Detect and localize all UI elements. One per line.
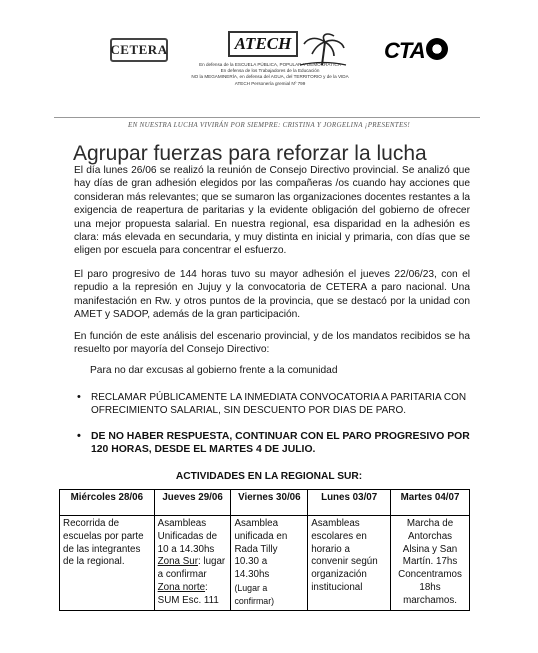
table-cell: Recorrida de escuelas por parte de las integrantes de la regional.: [60, 516, 155, 611]
cell-text: Asamblea unificada en Rada Tilly 10.30 a 14.30hs: [234, 518, 288, 581]
paragraph-resolution: En función de este análisis del escenario provincial, y de los mandatos recibidos se ha resuelto por mayoría del Consejo Directivo:: [74, 331, 470, 356]
cell-text: Unificadas de: [157, 530, 218, 542]
table-header: Jueves 29/06: [154, 490, 231, 516]
table-header: Viernes 30/06: [231, 490, 308, 516]
cetera-logo: CETERA: [110, 38, 168, 62]
palm-tree-icon: [298, 32, 348, 66]
bullet-strike: • DE NO HABER RESPUESTA, CONTINUAR CON EL PARO PROGRESIVO POR 120 HORAS, DESDE EL MARTES 4 DE JULIO.: [91, 430, 471, 457]
table-header: Miércoles 28/06: [60, 490, 155, 516]
zona-norte-label: Zona norte: [157, 581, 206, 593]
bullet-demand: • RECLAMAR PÚBLICAMENTE LA INMEDIATA CONVOCATORIA A PARITARIA CON OFRECIMIENTO SALARIAL, SIN DESCUENTO POR DIAS DE PARO.: [91, 391, 471, 418]
table-header: Martes 04/07: [391, 490, 470, 516]
letterhead: [0, 0, 538, 129]
letterhead-line: En defensa de la ESCUELA PÚBLICA, POPULAR Y DEMOCRÁTICA: [199, 62, 341, 67]
table-cell: [231, 516, 308, 611]
document-title: Agrupar fuerzas para reforzar la lucha: [73, 142, 427, 165]
zona-sur-text: : lugar a confirmar: [157, 556, 226, 581]
table-header: Lunes 03/07: [308, 490, 391, 516]
table-cell: Marcha de Antorchas Alsina y San Martín. 17hs Concentramos 18hs marchamos.: [391, 516, 470, 611]
activities-table: [59, 489, 470, 611]
motto: EN NUESTRA LUCHA VIVIRÁN POR SIEMPRE: CRISTINA Y JORGELINA ¡PRESENTES!: [128, 121, 410, 129]
cell-text: 10 a 14.30hs: [157, 543, 215, 555]
zona-norte-text: : SUM Esc. 111: [157, 581, 219, 606]
atech-logo: ATECH: [228, 31, 298, 57]
zona-sur-label: Zona Sur: [157, 556, 198, 568]
cta-emblem-icon: [426, 38, 448, 60]
cta-logo: CTA: [384, 38, 425, 63]
table-header-row: [60, 490, 470, 516]
divider: [54, 117, 480, 118]
table-row: [60, 516, 470, 611]
letterhead-line: En defensa de los Trabajadores de la Educación: [220, 68, 320, 74]
letterhead-line: ATECH Personería gremial Nº 799: [234, 80, 306, 86]
table-cell: Asambleas escolares en horario a convenir según organización institucional: [308, 516, 391, 611]
paragraph-community: Para no dar excusas al gobierno frente a la comunidad: [90, 365, 338, 376]
zona-norte: [158, 582, 228, 608]
zona-sur: [158, 556, 228, 582]
cell-note: (Lugar a confirmar): [234, 582, 275, 606]
letterhead-line: NO la MEGAMINERÍA, en defensa del AGUA, del TERRITORIO y de la VIDA: [191, 74, 349, 80]
activities-title: ACTIVIDADES EN LA REGIONAL SUR:: [175, 471, 363, 482]
table-cell: [154, 516, 231, 611]
letterhead-lines: [150, 62, 390, 87]
paragraph-meeting: El día lunes 26/06 se realizó la reunión de Consejo Directivo provincial. Se analizó que hay días de gran adhesión elegidos por las compañeras /os cuando hay acciones que consideran más relevantes; que se sumaron las organizaciones docentes restantes a la exigencia de reapertura de paritarias y la evidente obligación del gobierno de ofrecer una mejor propuesta salarial. En nuestra regional, esa disparidad en la adhesión es clara: más elevada en secundaria, y muy distinta en inicial y primaria, con días que se eligen por escuela para concentrar el esfuerzo.: [74, 165, 470, 257]
cell-text: Asambleas: [157, 518, 207, 529]
paragraph-strike: El paro progresivo de 144 horas tuvo su mayor adhesión el jueves 22/06/23, con el repudio a la represión en Jujuy y la convocatoria de CETERA a paro nacional. Una manifestación en Rw. y otros puntos de la provincia, que se destacó por la unidad con AMET y SADOP, además de la gran participación.: [74, 269, 470, 321]
